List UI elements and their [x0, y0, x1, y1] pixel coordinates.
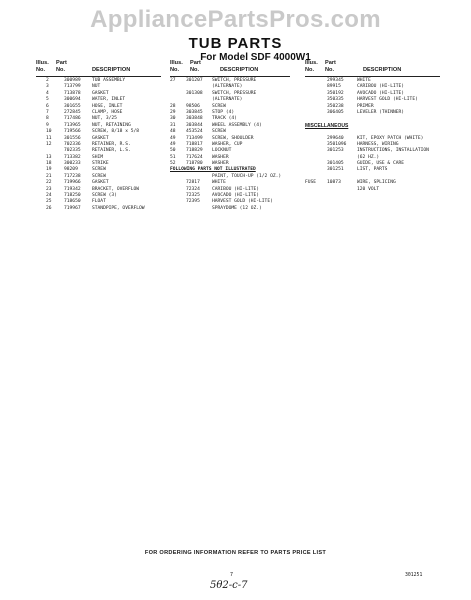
part-no-header: No.: [56, 67, 66, 73]
illus-number: 23: [46, 186, 52, 192]
illus-number: 9: [46, 122, 49, 128]
part-description: NUT: [92, 84, 101, 90]
illus-header: Illus.: [36, 60, 49, 66]
part-description: HARVEST GOLD (HI-LITE): [212, 199, 273, 205]
part-description: PRIMER: [357, 103, 374, 109]
part-description: STOP (4): [212, 109, 235, 115]
illus-no-header: No.: [36, 67, 46, 73]
handwritten-note: 5θ2-c-7: [210, 580, 248, 591]
part-description: NUT, 3/25: [92, 116, 117, 122]
part-no-header: No.: [325, 67, 335, 73]
part-number: 718650: [64, 199, 81, 205]
part-number: 299345: [327, 78, 344, 83]
part-number: 717238: [64, 173, 81, 179]
part-number: 301556: [64, 135, 81, 141]
part-number: 300989: [64, 78, 81, 83]
part-number: 98506: [186, 103, 200, 109]
part-description: 120 VOLT: [357, 186, 380, 192]
part-description: HARVEST GOLD (HI-LITE): [357, 97, 418, 103]
description-header: DESCRIPTION: [363, 67, 402, 73]
illus-number: 13: [46, 154, 52, 160]
part-description: HOSE, INLET: [92, 103, 123, 109]
part-description: (ALTERNATE): [212, 84, 243, 90]
part-number: 300694: [64, 97, 81, 103]
part-description: SWITCH, PRESSURE: [212, 78, 257, 83]
column-header: [170, 60, 290, 76]
header-rule: [305, 76, 440, 77]
part-number: 717486: [64, 116, 81, 122]
part-number: 89915: [327, 84, 341, 90]
part-number: 713799: [64, 84, 81, 90]
part-number: 350192: [327, 90, 344, 96]
part-description: WHITE: [357, 78, 371, 83]
parts-rows: [305, 78, 440, 193]
part-description: AVOCADO (HI-LITE): [212, 193, 260, 199]
part-description: STRIKE: [92, 161, 109, 167]
parts-column-2: [170, 60, 290, 212]
part-number: 72325: [186, 193, 200, 199]
illus-number: 18: [46, 161, 52, 167]
column-header: [36, 60, 161, 76]
part-row: [36, 206, 161, 212]
illus-number: 52: [170, 161, 176, 167]
part-number: 3501096: [327, 141, 347, 147]
illus-number: 51: [170, 154, 176, 160]
document-code: 301251: [405, 573, 423, 578]
part-number: 300233: [64, 161, 81, 167]
part-description: SCREW: [212, 129, 226, 135]
part-description: GASKET: [92, 135, 109, 141]
part-description: (62 HZ.): [357, 154, 380, 160]
part-number: 299640: [327, 135, 344, 141]
illus-number: 26: [46, 205, 52, 211]
part-number: 72817: [186, 180, 200, 186]
illus-number: 29: [170, 109, 176, 115]
parts-column-3: [305, 60, 440, 193]
part-header: Part: [56, 60, 67, 66]
part-number: 713878: [64, 90, 81, 96]
part-number: 301308: [186, 90, 203, 96]
illus-number: 19: [46, 167, 52, 173]
illus-header: Illus.: [170, 60, 183, 66]
part-description: CLAMP, HOSE: [92, 109, 123, 115]
illus-number: 5: [46, 97, 49, 103]
illus-number: 50: [170, 148, 176, 154]
part-number: 301405: [327, 161, 344, 167]
part-number: 718817: [186, 141, 203, 147]
illus-number: 8: [46, 116, 49, 122]
part-number: 719342: [64, 186, 81, 192]
part-description: WHEEL ASSEMBLY (4): [212, 122, 262, 128]
part-description: INSTRUCTIONS, INSTALLATION: [357, 148, 429, 154]
part-description: STANDPIPE, OVERFLOW: [92, 205, 145, 211]
part-description: LOCKNUT: [212, 148, 232, 154]
part-number: 702336: [64, 141, 81, 147]
part-description: HARNESS, WIRING: [357, 141, 399, 147]
part-description: BRACKET, OVERFLOW: [92, 186, 140, 192]
part-description: SWITCH, PRESSURE: [212, 90, 257, 96]
illus-number: 21: [46, 173, 52, 179]
part-description: SPRAYDOME (12 OZ.): [212, 205, 262, 211]
model-line: For Model SDF 4000W1: [200, 52, 311, 63]
illus-number: 11: [46, 135, 52, 141]
illus-number: FUSE: [305, 180, 317, 186]
part-description: AVOCADO (HI-LITE): [357, 90, 405, 96]
illus-number: 4: [46, 90, 49, 96]
part-description: SCREW: [92, 167, 106, 173]
part-description: SCREW, SHOULDER: [212, 135, 254, 141]
part-number: 303845: [186, 109, 203, 115]
part-description: WHITE: [212, 180, 226, 186]
description-header: DESCRIPTION: [92, 67, 131, 73]
illus-number: 6: [46, 103, 49, 109]
part-no-header: No.: [190, 67, 200, 73]
illus-no-header: No.: [170, 67, 180, 73]
part-description: SCREW: [92, 173, 106, 179]
part-number: 272845: [64, 109, 81, 115]
part-number: 713499: [186, 135, 203, 141]
part-description: RETAINER, R.S.: [92, 141, 131, 147]
part-number: 718250: [64, 193, 81, 199]
illus-number: 49: [170, 135, 176, 141]
page-number: 7: [230, 572, 234, 578]
parts-column-1: [36, 60, 161, 212]
part-header: Part: [325, 60, 336, 66]
part-description: GUIDE, USE & CARE: [357, 161, 405, 167]
part-number: 719967: [64, 205, 81, 211]
part-number: 453524: [186, 129, 203, 135]
part-number: 303844: [186, 122, 203, 128]
part-number: 719966: [64, 180, 81, 186]
part-description: KIT, EPOXY PATCH (WHITE): [357, 135, 424, 141]
part-description: WASHER, CUP: [212, 141, 243, 147]
part-description: WATER, INLET: [92, 97, 126, 103]
part-number: 306405: [327, 109, 344, 115]
page-title: TUB PARTS: [188, 35, 283, 52]
part-description: SCREW (3): [92, 193, 117, 199]
part-number: 10873: [327, 180, 341, 186]
illus-header: Illus.: [305, 60, 318, 66]
not-illustrated-note: FOLLOWING PARTS NOT ILLUSTRATED: [170, 167, 256, 173]
part-description: TUB ASSEMBLY: [92, 78, 126, 83]
part-number: 98209: [64, 167, 78, 173]
description-header: DESCRIPTION: [220, 67, 259, 73]
part-description: WASHER: [212, 161, 229, 167]
parts-rows: [36, 78, 161, 212]
part-description: GASKET: [92, 90, 109, 96]
illus-number: 27: [170, 78, 176, 83]
part-description: WASHER: [212, 154, 229, 160]
part-number: 702335: [64, 148, 81, 154]
part-description: SHIM: [92, 154, 104, 160]
column-header: [305, 60, 440, 76]
part-description: FLOAT: [92, 199, 106, 205]
illus-number: 28: [170, 103, 176, 109]
illus-number: 24: [46, 193, 52, 199]
illus-number: 48: [170, 129, 176, 135]
illus-number: 25: [46, 199, 52, 205]
part-description: PAINT, TOUCH-UP (1/2 OZ.): [212, 173, 282, 179]
part-number: 717624: [186, 154, 203, 160]
part-description: SCREW: [212, 103, 226, 109]
part-description: (ALTERNATE): [212, 97, 243, 103]
header-rule: [170, 76, 290, 77]
illus-number: 3: [46, 84, 49, 90]
header-rule: [36, 76, 161, 77]
part-number: 72324: [186, 186, 200, 192]
illus-number: 30: [170, 116, 176, 122]
part-number: 718829: [186, 148, 203, 154]
illus-number: 10: [46, 129, 52, 135]
part-row: [305, 187, 440, 193]
part-description: NUT, RETAINING: [92, 122, 131, 128]
part-header: Part: [190, 60, 201, 66]
part-number: 350238: [327, 103, 344, 109]
part-number: 72395: [186, 199, 200, 205]
part-row: [170, 206, 290, 212]
illus-number: 49: [170, 141, 176, 147]
part-description: WIRE, SPLICING: [357, 180, 396, 186]
watermark: AppliancePartsPros.com: [90, 6, 381, 33]
part-number: 719566: [64, 129, 81, 135]
part-number: 301253: [327, 148, 344, 154]
part-number: 301251: [327, 167, 344, 173]
part-description: LIST, PARTS: [357, 167, 388, 173]
part-number: 718780: [186, 161, 203, 167]
illus-no-header: No.: [305, 67, 315, 73]
part-number: 713382: [64, 154, 81, 160]
parts-rows: [170, 78, 290, 212]
part-number: 301655: [64, 103, 81, 109]
ordering-note: FOR ORDERING INFORMATION REFER TO PARTS PRICE LIST: [144, 550, 327, 556]
illus-number: 31: [170, 122, 176, 128]
section-title: MISCELLANEOUS: [305, 122, 349, 129]
part-description: TRACK (4): [212, 116, 237, 122]
part-description: CARIBOU (HI-LITE): [357, 84, 405, 90]
illus-number: 12: [46, 141, 52, 147]
part-number: 350335: [327, 97, 344, 103]
part-number: 713965: [64, 122, 81, 128]
part-description: RETAINER, L.S.: [92, 148, 131, 154]
part-description: CARIBOU (HI-LITE): [212, 186, 260, 192]
illus-number: 22: [46, 180, 52, 186]
part-description: SCREW, 8/18 x 5/8: [92, 129, 140, 135]
part-description: LEVELER (THINNER): [357, 109, 405, 115]
part-number: 301207: [186, 78, 203, 83]
part-number: 303848: [186, 116, 203, 122]
part-description: GASKET: [92, 180, 109, 186]
illus-number: 2: [46, 78, 49, 83]
illus-number: 7: [46, 109, 49, 115]
